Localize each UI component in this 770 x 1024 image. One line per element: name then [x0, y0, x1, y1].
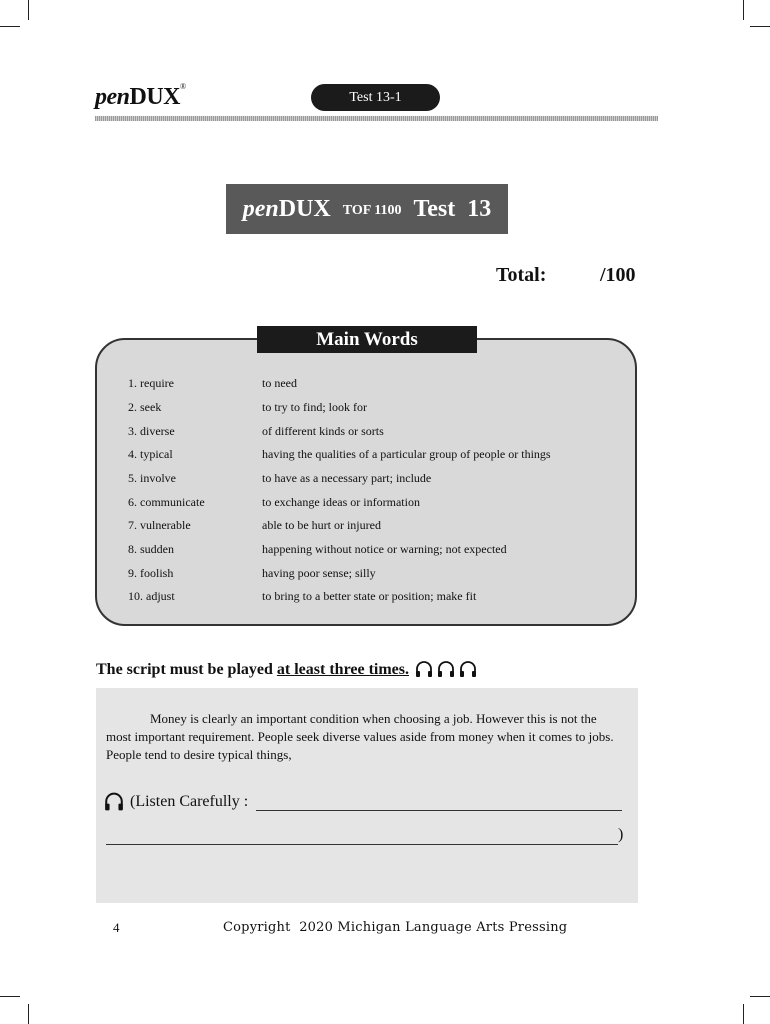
title-series: TOF 1100: [342, 203, 402, 218]
close-paren: ): [618, 826, 624, 843]
crop-mark: [750, 996, 770, 997]
crop-mark: [28, 1004, 29, 1024]
header-divider: [95, 116, 658, 121]
word: 1. require: [128, 376, 174, 390]
definition: having poor sense; silly: [262, 566, 376, 580]
word: 6. communicate: [128, 495, 205, 509]
total-score: /100: [600, 264, 636, 286]
definition: of different kinds or sorts: [262, 424, 384, 438]
word: 3. diverse: [128, 424, 175, 438]
crop-mark: [0, 996, 20, 997]
word: 8. sudden: [128, 542, 174, 556]
definition: to have as a necessary part; include: [262, 471, 432, 485]
title-brand-bold: DUX: [278, 195, 331, 222]
main-words-heading: Main Words: [257, 326, 477, 353]
headphones-icon: [437, 661, 455, 678]
headphones-icons: [415, 661, 477, 678]
word: 10. adjust: [128, 589, 175, 603]
title-brand: [243, 196, 331, 223]
definition: having the qualities of a particular group of people or things: [262, 447, 551, 461]
crop-mark: [743, 1004, 744, 1024]
headphones-icon: [459, 661, 477, 678]
pendux-logo: [95, 84, 186, 111]
definition: happening without notice or warning; not expected: [262, 542, 507, 556]
listen-prompt: [104, 792, 248, 812]
definition: able to be hurt or injured: [262, 518, 381, 532]
title-brand-italic: pen: [242, 195, 279, 222]
crop-mark: [0, 26, 20, 27]
instruction-prefix: The script must be played: [96, 661, 277, 678]
total-label: Total:: [496, 264, 547, 286]
word: 7. vulnerable: [128, 518, 191, 532]
crop-mark: [743, 0, 744, 20]
definition: to try to find; look for: [262, 400, 367, 414]
headphones-icon: [415, 661, 433, 678]
word: 5. involve: [128, 471, 176, 485]
word: 4. typical: [128, 447, 173, 461]
word: 2. seek: [128, 400, 162, 414]
answer-line[interactable]: [106, 844, 618, 845]
script-text: Money is clearly an important condition when choosing a job. However this is not the most important requirement. People seek diverse values aside from money when it comes to jobs. People tend to desire typical things,: [106, 711, 614, 762]
registered-mark: ®: [180, 82, 186, 91]
title-test: Test 13: [413, 195, 492, 222]
test-pill: Test 13-1: [311, 84, 440, 111]
crop-mark: [750, 26, 770, 27]
page-number: 4: [113, 920, 120, 935]
logo-italic: pen: [95, 84, 130, 110]
play-instruction: [96, 661, 409, 679]
test-title-box: [226, 184, 508, 234]
script-box: [96, 688, 638, 903]
logo-bold: DUX: [129, 84, 180, 110]
instruction-emphasis: at least three times.: [276, 661, 410, 678]
headphones-icon: [104, 792, 124, 812]
copyright: Copyright 2020 Michigan Language Arts Pressing: [223, 920, 568, 935]
crop-mark: [28, 0, 29, 20]
definition: to bring to a better state or position; make fit: [262, 589, 477, 603]
answer-line[interactable]: [256, 810, 622, 811]
word: 9. foolish: [128, 566, 174, 580]
definition: to need: [262, 376, 297, 390]
listen-label: (Listen Carefully :: [130, 793, 249, 810]
definition: to exchange ideas or information: [262, 495, 420, 509]
